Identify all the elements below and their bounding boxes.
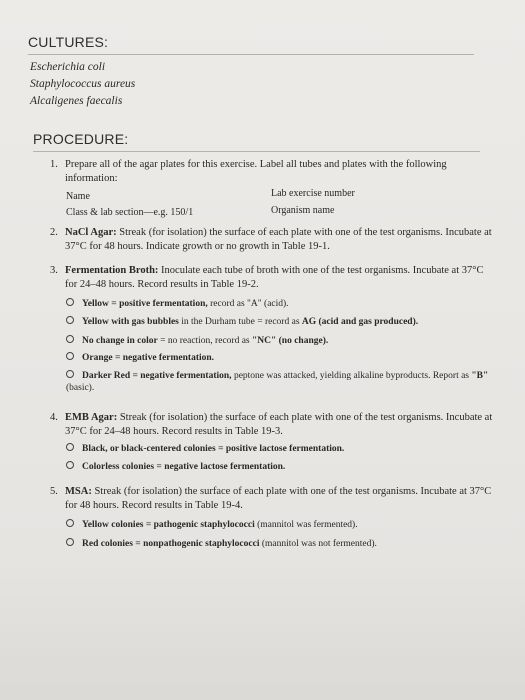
culture-item: Alcaligenes faecalis — [30, 95, 123, 107]
step-title: Fermentation Broth: — [65, 265, 159, 276]
bullet-bold-text: Yellow = positive fermentation, — [82, 299, 208, 309]
bullet-bold-text: No change in color — [82, 336, 158, 346]
step-1 — [50, 158, 498, 185]
step-title: NaCl Agar: — [65, 227, 117, 238]
step-number: 3. — [50, 265, 58, 276]
bullet-yellow — [66, 298, 506, 310]
bullet-text: (mannitol was not fermented). — [259, 539, 377, 549]
label-name: Name — [66, 191, 90, 202]
label-organism-name: Organism name — [271, 205, 335, 216]
step-number: 2. — [50, 227, 58, 238]
cultures-rule — [28, 54, 474, 55]
step-title: EMB Agar: — [65, 412, 118, 423]
bullet-text: record as "A" (acid). — [207, 299, 289, 309]
step-text: Streak (for isolation) the surface of each plate with one of the test organisms. Incubate at 37°C for 48 hours. Indicate growth or no growth in Table 19-1. — [65, 227, 492, 252]
step-text: Prepare all of the agar plates for this exercise. Label all tubes and plates with the following information: — [65, 159, 447, 184]
step-4 — [50, 411, 498, 438]
circle-bullet-icon — [66, 335, 74, 343]
bullet-red-colonies — [66, 538, 506, 550]
circle-bullet-icon — [66, 316, 74, 324]
bullet-bold-text: Darker Red = negative fermentation, — [82, 371, 232, 381]
step-text: Inoculate each tube of broth with one of the test organisms. Incubate at 37°C for 24–48 hours. Record results in Table 19-2. — [65, 265, 484, 290]
bullet-text: (mannitol was fermented). — [254, 520, 358, 530]
step-text: Streak (for isolation) the surface of each plate with one of the test organisms. Incubate at 37°C for 24–48 hours. Record results in Table 19-3. — [65, 412, 493, 437]
cultures-heading: CULTURES: — [28, 34, 109, 50]
bullet-no-change — [66, 335, 506, 347]
procedure-heading: PROCEDURE: — [33, 131, 129, 147]
circle-bullet-icon — [66, 298, 74, 306]
bullet-darker-red — [66, 370, 506, 394]
circle-bullet-icon — [66, 538, 74, 546]
circle-bullet-icon — [66, 461, 74, 469]
bullet-bold-text: Red colonies = nonpathogenic staphylococci — [82, 539, 260, 549]
circle-bullet-icon — [66, 370, 74, 378]
step-number: 1. — [50, 159, 58, 170]
bullet-black-colonies — [66, 443, 506, 455]
step-text: Streak (for isolation) the surface of each plate with one of the test organisms. Incubate at 37°C for 48 hours. Record results in Table 19-4. — [65, 486, 492, 511]
bullet-bold-text: Yellow with gas bubbles — [82, 317, 179, 327]
circle-bullet-icon — [66, 519, 74, 527]
page-shadow — [0, 560, 525, 700]
bullet-text: peptone was attacked, yielding alkaline byproducts. Report as — [231, 371, 472, 381]
step-number: 4. — [50, 412, 58, 423]
bullet-text: (basic). — [66, 383, 95, 393]
bullet-yellow-colonies — [66, 519, 506, 531]
label-lab-exercise-number: Lab exercise number — [271, 188, 355, 199]
bullet-text: in the Durham tube = record as — [178, 317, 302, 327]
bullet-text: = no reaction, record as — [157, 336, 252, 346]
bullet-bold-text: Colorless colonies = negative lactose fermentation. — [82, 462, 286, 472]
culture-item: Staphylococcus aureus — [30, 78, 136, 90]
circle-bullet-icon — [66, 443, 74, 451]
bullet-bold-text: "B" — [471, 371, 489, 381]
culture-item: Escherichia coli — [30, 61, 106, 73]
step-3 — [50, 264, 498, 291]
bullet-bold-text: AG (acid and gas produced). — [301, 317, 419, 327]
circle-bullet-icon — [66, 352, 74, 360]
bullet-bold-text: Yellow colonies = pathogenic staphylococci — [82, 520, 255, 530]
step-5 — [50, 485, 498, 512]
bullet-yellow-gas — [66, 316, 506, 328]
bullet-bold-text: Orange = negative fermentation. — [82, 353, 215, 363]
bullet-bold-text: "NC" (no change). — [251, 336, 329, 346]
label-class-lab-section: Class & lab section—e.g. 150/1 — [66, 207, 194, 218]
step-title: MSA: — [65, 486, 92, 497]
step-number: 5. — [50, 486, 58, 497]
bullet-orange — [66, 352, 506, 364]
bullet-bold-text: Black, or black-centered colonies = positive lactose fermentation. — [82, 444, 345, 454]
step-2 — [50, 226, 498, 253]
bullet-colorless-colonies — [66, 461, 506, 473]
procedure-rule — [33, 151, 480, 152]
